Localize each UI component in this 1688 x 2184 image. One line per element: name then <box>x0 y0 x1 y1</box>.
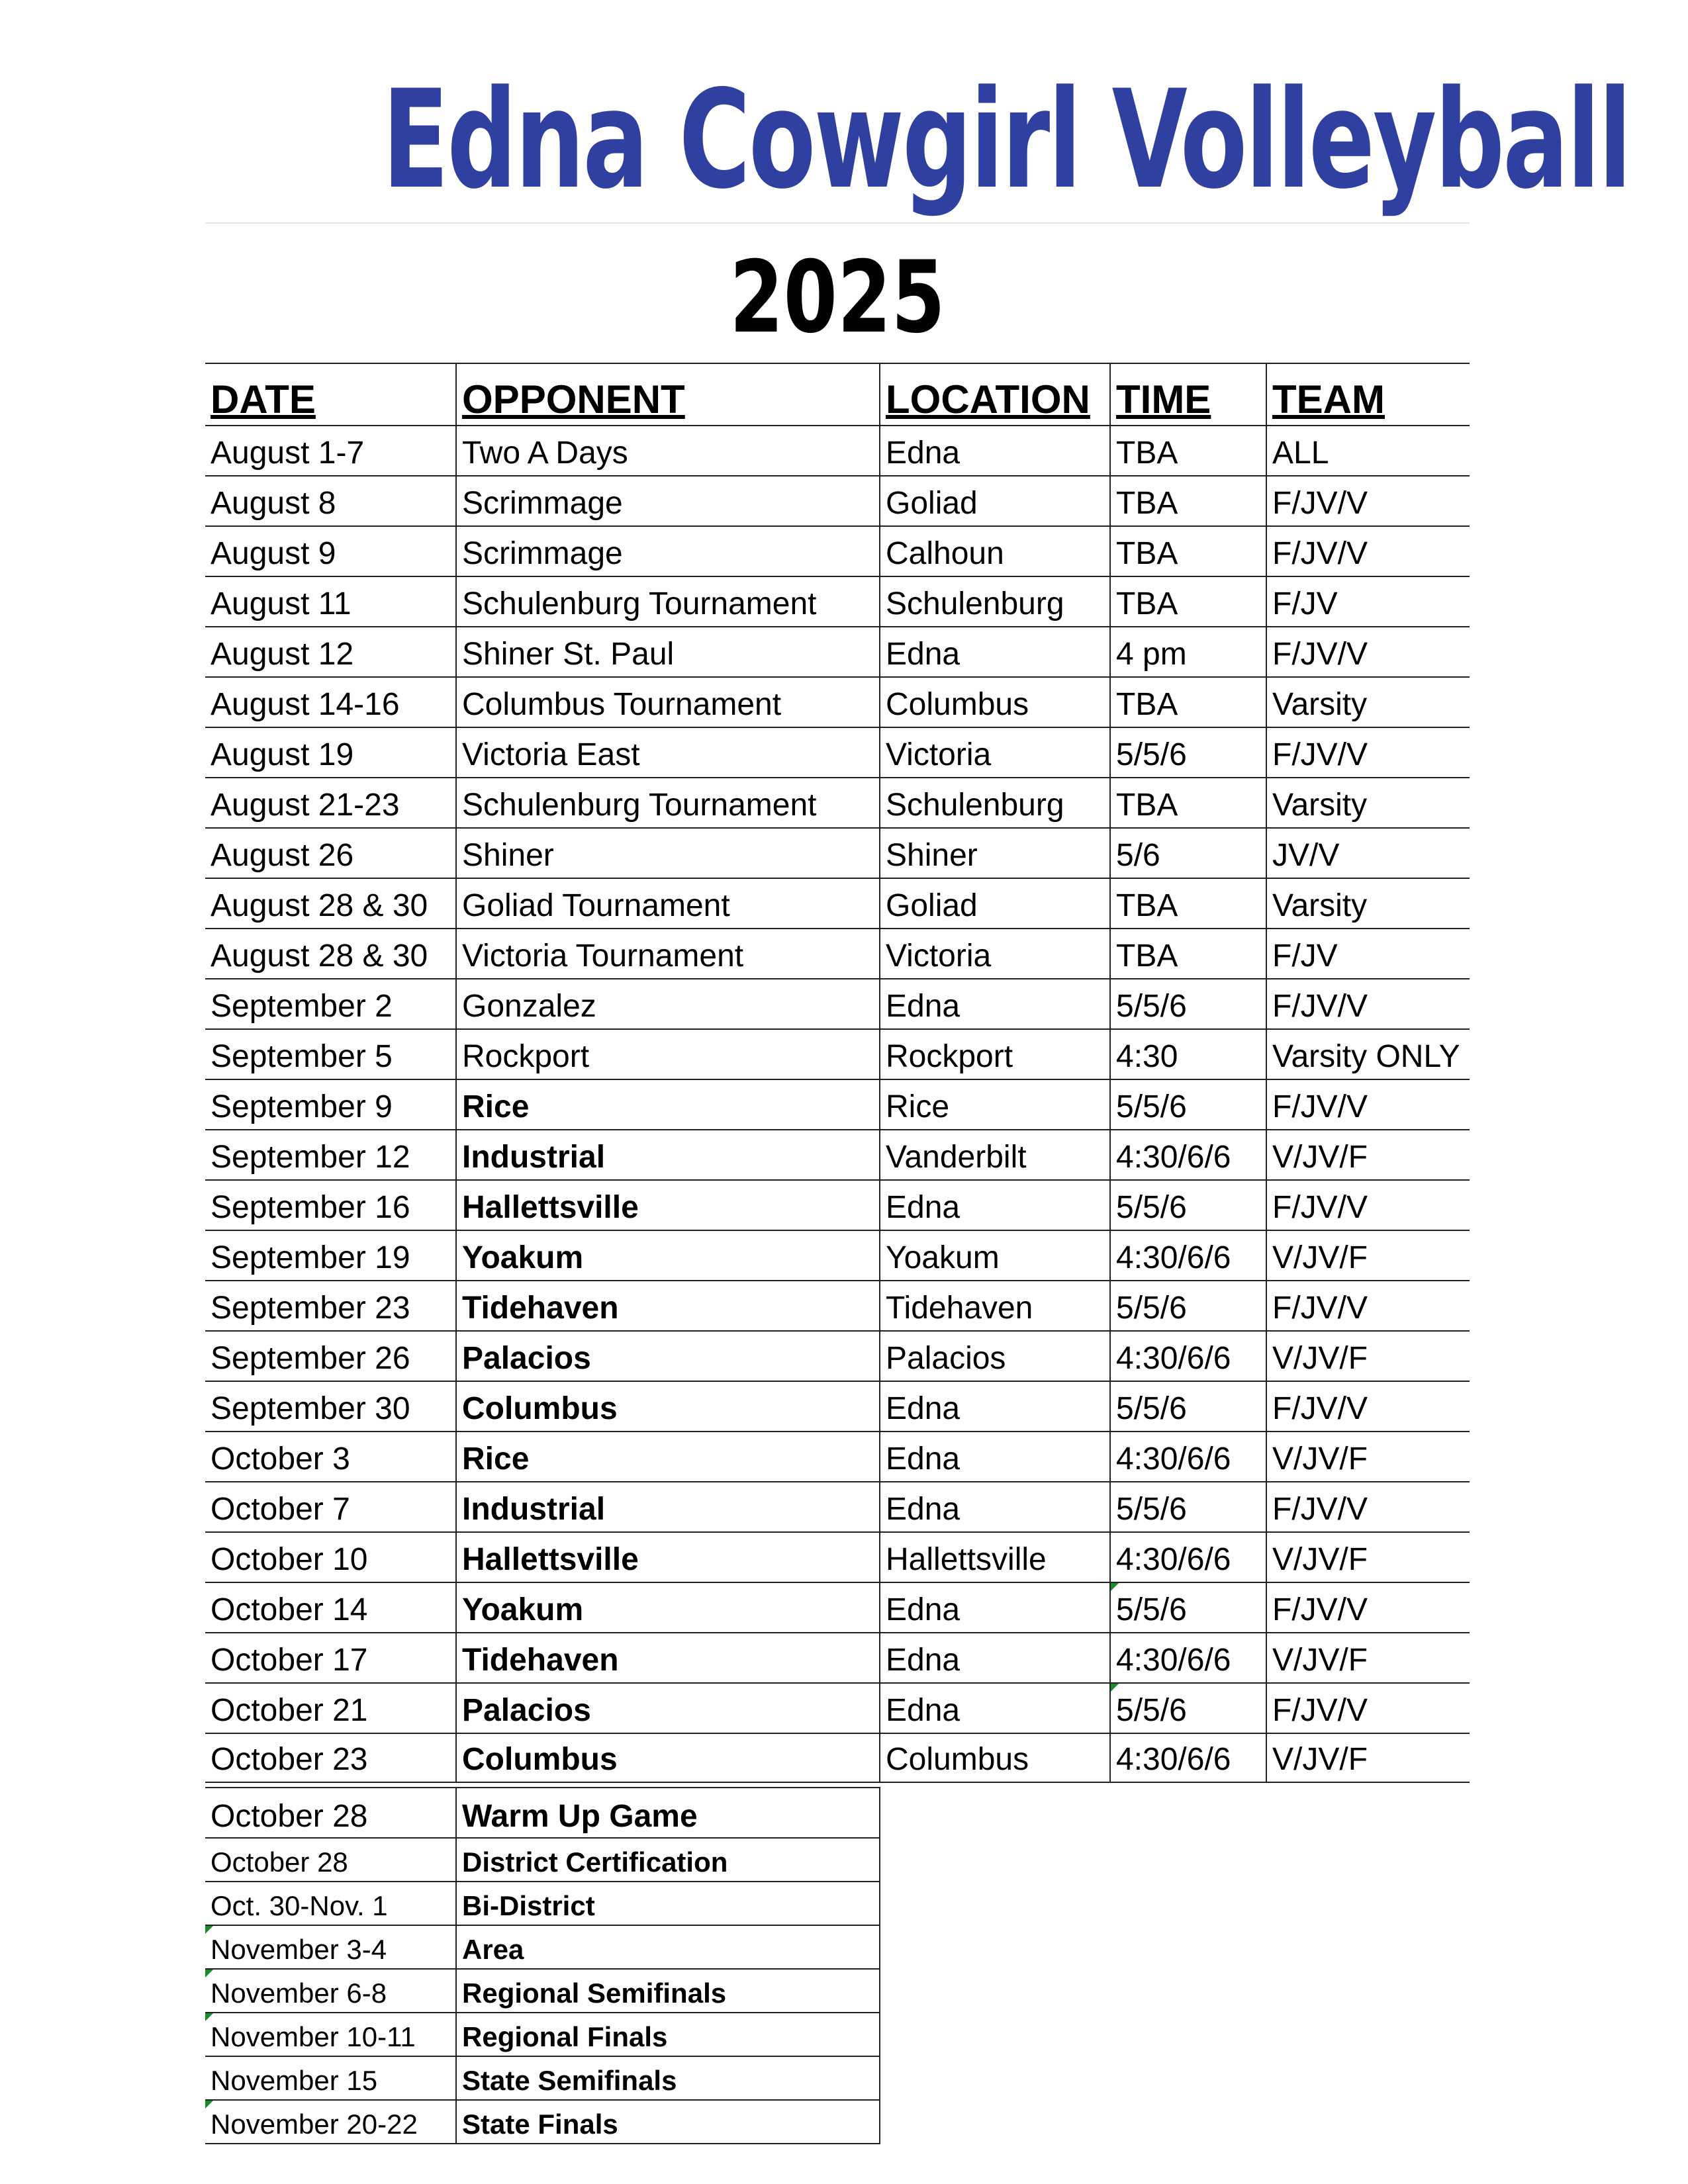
table-row <box>205 878 1470 928</box>
game-opponent: Hallettsville <box>455 1533 879 1582</box>
game-opponent: Yoakum <box>455 1583 879 1632</box>
postseason-date <box>205 2013 455 2056</box>
title-divider <box>205 222 1470 224</box>
table-row <box>205 1881 879 1925</box>
game-location: Edna <box>879 979 1109 1028</box>
schedule-table <box>205 363 1470 1783</box>
game-team: F/JV/V <box>1266 1482 1470 1531</box>
game-time: 5/5/6 <box>1109 1181 1266 1230</box>
game-time: 5/5/6 <box>1109 1482 1266 1531</box>
postseason-event: Regional Finals <box>455 2013 879 2056</box>
table-row <box>205 1079 1470 1129</box>
game-opponent: Rice <box>455 1080 879 1129</box>
game-time: 5/5/6 <box>1109 1382 1266 1431</box>
game-date: August 28 & 30 <box>211 888 428 923</box>
table-row <box>205 1787 879 1837</box>
postseason-date: Oct. 30-Nov. 1 <box>211 1890 388 1921</box>
game-opponent: Shiner <box>455 829 879 878</box>
comment-marker-icon <box>205 2013 213 2021</box>
game-time: 4:30/6/6 <box>1109 1533 1266 1582</box>
game-time: 5/5/6 <box>1109 728 1266 777</box>
game-time-text: 5/5/6 <box>1116 1592 1187 1627</box>
game-location: Edna <box>879 1382 1109 1431</box>
game-team: V/JV/F <box>1266 1332 1470 1381</box>
comment-marker-icon <box>205 1926 213 1934</box>
game-team: F/JV/V <box>1266 979 1470 1028</box>
game-location: Shiner <box>879 829 1109 878</box>
table-row <box>205 525 1470 576</box>
postseason-date: October 28 <box>211 1799 368 1834</box>
table-row <box>205 576 1470 626</box>
game-location: Rockport <box>879 1030 1109 1079</box>
game-location: Victoria <box>879 728 1109 777</box>
game-opponent: Shiner St. Paul <box>455 627 879 676</box>
postseason-event: Area <box>455 1926 879 1968</box>
game-location: Edna <box>879 1583 1109 1632</box>
game-location: Edna <box>879 1432 1109 1481</box>
game-time: 4:30/6/6 <box>1109 1130 1266 1179</box>
game-date: August 19 <box>211 737 354 772</box>
game-location: Columbus <box>879 678 1109 727</box>
table-row <box>205 1481 1470 1531</box>
game-opponent: Tidehaven <box>455 1281 879 1330</box>
game-location: Edna <box>879 1684 1109 1733</box>
game-time: TBA <box>1109 477 1266 525</box>
game-time: 5/5/6 <box>1109 979 1266 1028</box>
postseason-event: State Semifinals <box>455 2057 879 2099</box>
game-opponent: Schulenburg Tournament <box>455 577 879 626</box>
game-location: Goliad <box>879 477 1109 525</box>
game-team: F/JV/V <box>1266 1080 1470 1129</box>
game-date: August 8 <box>211 486 336 521</box>
comment-marker-icon <box>1111 1684 1119 1692</box>
table-row <box>205 1280 1470 1330</box>
header-time: TIME <box>1109 364 1266 425</box>
game-location: Columbus <box>879 1734 1109 1782</box>
table-row <box>205 1129 1470 1179</box>
postseason-date <box>205 2101 455 2143</box>
game-team: V/JV/F <box>1266 1231 1470 1280</box>
game-team: V/JV/F <box>1266 1633 1470 1682</box>
postseason-date-text: November 3-4 <box>211 1934 387 1965</box>
table-row <box>205 978 1470 1028</box>
game-date: September 30 <box>211 1391 410 1426</box>
game-opponent: Columbus Tournament <box>455 678 879 727</box>
postseason-date-text: November 6-8 <box>211 1978 387 2009</box>
game-location: Edna <box>879 627 1109 676</box>
game-team: Varsity <box>1266 778 1470 827</box>
game-team: F/JV <box>1266 577 1470 626</box>
game-team: F/JV/V <box>1266 627 1470 676</box>
postseason-event: Regional Semifinals <box>455 1970 879 2012</box>
game-opponent: Scrimmage <box>455 527 879 576</box>
header-opponent: OPPONENT <box>455 364 879 425</box>
game-time: 4 pm <box>1109 627 1266 676</box>
game-date: August 21-23 <box>211 788 400 823</box>
game-team: Varsity ONLY <box>1266 1030 1470 1079</box>
game-team: F/JV/V <box>1266 728 1470 777</box>
game-time: TBA <box>1109 527 1266 576</box>
game-date: September 23 <box>211 1291 410 1326</box>
game-time: TBA <box>1109 778 1266 827</box>
game-time: TBA <box>1109 929 1266 978</box>
postseason-event: District Certification <box>455 1839 879 1881</box>
postseason-date-text: November 20-22 <box>211 2109 418 2140</box>
game-time: 5/5/6 <box>1109 1080 1266 1129</box>
game-opponent: Scrimmage <box>455 477 879 525</box>
game-opponent: Palacios <box>455 1332 879 1381</box>
game-time: 4:30/6/6 <box>1109 1332 1266 1381</box>
game-team: ALL <box>1266 426 1470 475</box>
postseason-event: State Finals <box>455 2101 879 2143</box>
postseason-date-text: November 10-11 <box>211 2021 416 2052</box>
table-row <box>205 1968 879 2012</box>
game-opponent: Columbus <box>455 1382 879 1431</box>
table-row <box>205 2012 879 2056</box>
game-time: 5/5/6 <box>1109 1281 1266 1330</box>
postseason-date: October 28 <box>211 1846 348 1878</box>
game-location: Hallettsville <box>879 1533 1109 1582</box>
table-row <box>205 1682 1470 1733</box>
game-date: September 16 <box>211 1190 410 1225</box>
postseason-date <box>205 1970 455 2012</box>
game-team: V/JV/F <box>1266 1432 1470 1481</box>
game-team: F/JV/V <box>1266 1382 1470 1431</box>
game-team: Varsity <box>1266 678 1470 727</box>
game-location: Schulenburg <box>879 577 1109 626</box>
postseason-event: Bi-District <box>455 1882 879 1925</box>
game-date: August 1-7 <box>211 435 365 471</box>
game-location: Goliad <box>879 879 1109 928</box>
game-time <box>1109 1684 1266 1733</box>
table-row <box>205 475 1470 525</box>
game-time: 4:30/6/6 <box>1109 1231 1266 1280</box>
game-time: 4:30/6/6 <box>1109 1633 1266 1682</box>
game-location: Tidehaven <box>879 1281 1109 1330</box>
game-date: August 28 & 30 <box>211 938 428 974</box>
table-row <box>205 1925 879 1968</box>
game-date: September 12 <box>211 1140 410 1175</box>
season-year: 2025 <box>729 240 945 355</box>
game-opponent: Victoria Tournament <box>455 929 879 978</box>
game-team: F/JV/V <box>1266 1281 1470 1330</box>
header-date: DATE <box>211 377 316 422</box>
game-team: V/JV/F <box>1266 1734 1470 1782</box>
comment-marker-icon <box>205 1970 213 1978</box>
game-opponent: Columbus <box>455 1734 879 1782</box>
table-row <box>205 1632 1470 1682</box>
game-opponent: Rice <box>455 1432 879 1481</box>
game-time: TBA <box>1109 426 1266 475</box>
table-row <box>205 1230 1470 1280</box>
table-row <box>205 1837 879 1881</box>
game-date: September 5 <box>211 1039 393 1074</box>
comment-marker-icon <box>205 2101 213 2109</box>
game-time: 4:30/6/6 <box>1109 1432 1266 1481</box>
game-time: 5/6 <box>1109 829 1266 878</box>
table-row <box>205 727 1470 777</box>
header-location: LOCATION <box>879 364 1109 425</box>
game-location: Schulenburg <box>879 778 1109 827</box>
game-team: V/JV/F <box>1266 1130 1470 1179</box>
table-row <box>205 676 1470 727</box>
game-team: F/JV/V <box>1266 527 1470 576</box>
game-date: September 2 <box>211 989 393 1024</box>
game-location: Palacios <box>879 1332 1109 1381</box>
table-row <box>205 1733 1470 1783</box>
table-row <box>205 626 1470 676</box>
game-date: October 3 <box>211 1441 350 1477</box>
game-location: Edna <box>879 1482 1109 1531</box>
game-location: Rice <box>879 1080 1109 1129</box>
game-opponent: Palacios <box>455 1684 879 1733</box>
table-row <box>205 425 1470 475</box>
table-row <box>205 1582 1470 1632</box>
game-team: F/JV/V <box>1266 1583 1470 1632</box>
game-time <box>1109 1583 1266 1632</box>
game-team: Varsity <box>1266 879 1470 928</box>
table-row <box>205 2056 879 2099</box>
game-opponent: Rockport <box>455 1030 879 1079</box>
game-opponent: Two A Days <box>455 426 879 475</box>
table-row <box>205 1028 1470 1079</box>
game-opponent: Industrial <box>455 1130 879 1179</box>
game-location: Calhoun <box>879 527 1109 576</box>
game-team: V/JV/F <box>1266 1533 1470 1582</box>
game-date: September 19 <box>211 1240 410 1275</box>
table-header-row <box>205 363 1470 425</box>
game-location: Edna <box>879 1633 1109 1682</box>
game-time: TBA <box>1109 879 1266 928</box>
game-opponent: Tidehaven <box>455 1633 879 1682</box>
table-row <box>205 928 1470 978</box>
game-date: October 17 <box>211 1643 368 1678</box>
table-row <box>205 1531 1470 1582</box>
game-team: JV/V <box>1266 829 1470 878</box>
game-date: August 9 <box>211 536 336 571</box>
game-date: October 23 <box>211 1742 368 1777</box>
game-team: F/JV/V <box>1266 477 1470 525</box>
game-date: September 26 <box>211 1341 410 1376</box>
game-team: F/JV <box>1266 929 1470 978</box>
game-location: Edna <box>879 426 1109 475</box>
game-opponent: Industrial <box>455 1482 879 1531</box>
postseason-event: Warm Up Game <box>455 1788 879 1837</box>
table-row <box>205 2099 879 2143</box>
table-row <box>205 827 1470 878</box>
game-date: October 7 <box>211 1492 350 1527</box>
game-date: August 12 <box>211 637 354 672</box>
table-row <box>205 1330 1470 1381</box>
postseason-table <box>205 1787 880 2144</box>
game-opponent: Schulenburg Tournament <box>455 778 879 827</box>
game-date: October 14 <box>211 1592 368 1627</box>
game-time: TBA <box>1109 577 1266 626</box>
game-opponent: Yoakum <box>455 1231 879 1280</box>
game-location: Yoakum <box>879 1231 1109 1280</box>
game-date: August 26 <box>211 838 354 873</box>
game-date: October 10 <box>211 1542 368 1577</box>
header-team: TEAM <box>1266 364 1470 425</box>
game-time: 4:30/6/6 <box>1109 1734 1266 1782</box>
game-time: 4:30 <box>1109 1030 1266 1079</box>
postseason-date <box>205 1926 455 1968</box>
page-title: Edna Cowgirl Volleyball <box>382 62 1630 219</box>
game-opponent: Victoria East <box>455 728 879 777</box>
table-row <box>205 1431 1470 1481</box>
table-row <box>205 777 1470 827</box>
game-date: August 14-16 <box>211 687 400 722</box>
game-team: F/JV/V <box>1266 1684 1470 1733</box>
game-time-text: 5/5/6 <box>1116 1693 1187 1728</box>
comment-marker-icon <box>1111 1583 1119 1591</box>
game-location: Edna <box>879 1181 1109 1230</box>
table-row <box>205 1179 1470 1230</box>
game-location: Vanderbilt <box>879 1130 1109 1179</box>
game-time: TBA <box>1109 678 1266 727</box>
game-opponent: Gonzalez <box>455 979 879 1028</box>
game-team: F/JV/V <box>1266 1181 1470 1230</box>
postseason-date: November 15 <box>211 2065 378 2096</box>
game-date: September 9 <box>211 1089 393 1124</box>
game-opponent: Goliad Tournament <box>455 879 879 928</box>
game-date: October 21 <box>211 1693 368 1728</box>
game-opponent: Hallettsville <box>455 1181 879 1230</box>
game-location: Victoria <box>879 929 1109 978</box>
game-date: August 11 <box>211 586 352 621</box>
table-row <box>205 1381 1470 1431</box>
